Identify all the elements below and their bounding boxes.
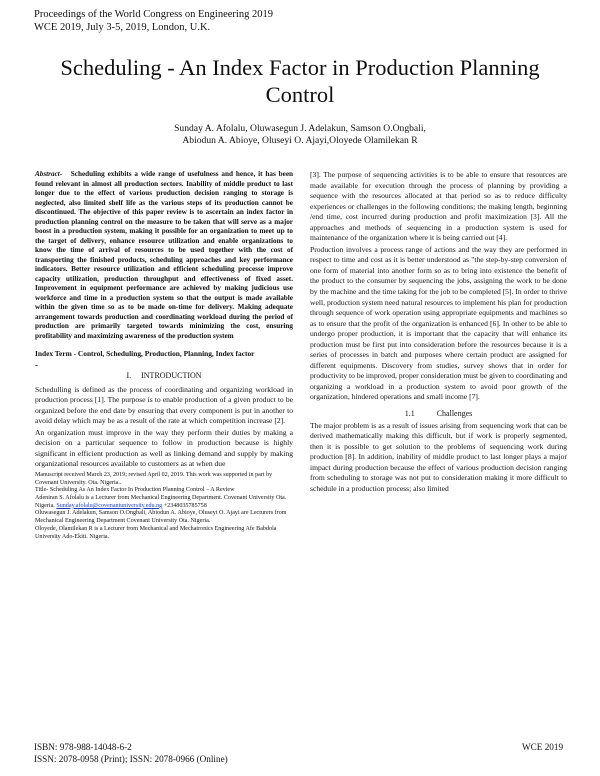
- index-terms: Index Term - Control, Scheduling, Production, Planning, Index factor: [35, 349, 255, 358]
- author-line-2: Abiodun A. Abioye, Oluseyi O. Ajayi,Oloyede Olamilekan R: [182, 135, 418, 146]
- footnote-author-1-text: Adeniran S. Afolalu is a Lecturer from Mechanical Engineering Department. Covenant University Ota. Nigeria.: [35, 495, 287, 509]
- right-paragraph-1: [3]. The purpose of sequencing activities is to be able to ensure that resources are made available for execution through the process of planning by providing a sequence with the resources allocated at that period so as to reduce difficulty experiences or challenges in the following conditions; the making length, beginning /end time, cost incurred during production and profit maximization [3]. All the approaches and methods of sequencing in a production system is used for maintenance of the organization where it is being carried out [4].: [310, 170, 567, 243]
- subsection-number: 1.1: [404, 409, 415, 419]
- abstract-label: Abstract-: [35, 170, 63, 178]
- footnote-coauthors: Oluwasegun J. Adelakun, Samson O.Ongbali, Abiodun A. Abioye, Oluseyi O. Ajayi are Lecturers from Mechanical Engineering Department Covenant University Ota. Nigeria.: [35, 510, 287, 525]
- footnote-manuscript: Manuscript received March 23, 2019; revised April 02, 2019. This work was supported in part by Covenant University. Ota. Nigeria..: [35, 471, 273, 486]
- paper-title-line-2: Control: [265, 82, 335, 107]
- paper-title-line-1: Scheduling - An Index Factor in Production Planning: [60, 55, 540, 80]
- proceedings-line-2: WCE 2019, July 3-5, 2019, London, U.K.: [34, 22, 211, 33]
- stray-mark: -: [35, 360, 38, 370]
- challenges-paragraph: The major problem is as a result of issues arising from sequencing work that can be derived mathematically making this difficult, but if work is properly segmented, then it is possible to get solution to the problems of sequencing work during production [8]. In addition, inability of middle product to last longer plays a major impact during production because the effect of various production decision ranging from scheduling to storage was not put to consideration making it more difficult to schedule in a production process; also limited: [310, 420, 567, 493]
- footnotes: [35, 472, 293, 541]
- proceedings-line-1: Proceedings of the World Congress on Engineering 2019: [34, 9, 273, 20]
- right-paragraph-2: Production involves a process range of actions and the way they are performed in respect to time and cost as it is better understood as "the step-by-step conversion of one form of material into another form so as to bring into existence the benefit of the product to the consumer by sequencing the jobs, assigning the work to be done by the machine and the time taking for the job to be completed [5]. In order to thrive well, production system need natural resources to implement his plan for production through sequence of work operation using appropriate equipments and machines so as to ensure that the profit of the organization is enhanced [6]. In other to be able to undergo proper production, it is important that the capacity that will enhance its production must be first put into consideration before the resources because it is a series of processes in batch and purposes where certain product are assigned for different equipments. Discovery from studies, survey shows that in order for productivity to be improved, proper consideration must be given to coordinating and organizing a workload in a production system to avoid poor growth of the organization, hindered operations and small income [7].: [310, 244, 567, 402]
- author-list: [60, 123, 540, 147]
- abstract: [35, 170, 293, 341]
- page-footer-left: [34, 742, 228, 765]
- page-footer-right: WCE 2019: [522, 742, 564, 752]
- subsection-title: Challenges: [436, 409, 473, 419]
- section-number: I.: [126, 371, 132, 380]
- intro-paragraph-2: An organization must improve in the way they perform their duties by making a decision on a particular sequence to follow in production because is highly significant in efficient production as well as linking demand and supply by making organizational resources available to customers as at when due: [35, 427, 293, 469]
- footnote-author-6: Oloyede, Olamilekan R is a Lecturer from Mechanical and Mechatronics Engineering Afe Babdola University Ado-Ekiti. Nigeria.: [35, 525, 277, 540]
- abstract-text: Scheduling exhibits a wide range of usefulness and hence, it has been found relevant in almost all production sectors. Inability of middle product to last longer due to the effect of various production decision ranging to storage is neglected, also limited shelf life as the various steps of its production cannot be discontinued. The objective of this paper review is to ascertain an index factor in production planning control on the measure to be taken that will serve as a major boost in a production system, making it possible for an organization to meet up to the target of delivery, enhance resource utilization and enable organizations to know the time of arrival of resources to be used together with the cost of transporting the finished products, scheduling approaches and key performance indicators. Better resource utilization and efficient scheduling processe improve capacity utilization, production throughput and effectiveness of fixed asset. Improvement in equipment performance are achieved by making judicious use workforce and time in a production system so that the output is made available within the given time so as to be made on-time for delivery. Making adequate arrangement towards production and coordinating workload during the period of production are primarily targeted towards minimizing the cost, ensuring profitability and maximizing awareness of the production system: [35, 170, 294, 340]
- footnote-author-1: [35, 495, 293, 510]
- subsection-heading-challenges: [310, 409, 567, 420]
- author-email-link[interactable]: Sunday.afolalu@covenantuniversity.edu.ng: [56, 502, 163, 509]
- author-line-1: Sunday A. Afolalu, Oluwasegun J. Adelakun, Samson O.Ongbali,: [174, 123, 426, 134]
- left-column: [35, 170, 293, 541]
- footer-issn: ISSN: 2078-0958 (Print); ISSN: 2078-0966 (Online): [34, 753, 228, 764]
- right-column: [310, 170, 567, 495]
- paper-title: [20, 54, 580, 108]
- author-phone: +2348035785758: [163, 502, 207, 509]
- section-heading-introduction: [35, 371, 293, 382]
- section-title: INTRODUCTION: [141, 371, 202, 380]
- intro-paragraph-1: Schedulling is defined as the process of coordinating and organizing workload in production process [1]. The purpose is to enable production of a given product to be organized before the end date by ensuring that every component is put in another to avoid delay which may be as a result of the rate at which competition increase [2].: [35, 384, 293, 426]
- footer-isbn: ISBN: 978-988-14048-6-2: [34, 742, 132, 752]
- proceedings-header: [34, 8, 334, 34]
- footnote-title: Title- Scheduling As An Index Factor In Production Planning Control – A Review: [35, 487, 235, 494]
